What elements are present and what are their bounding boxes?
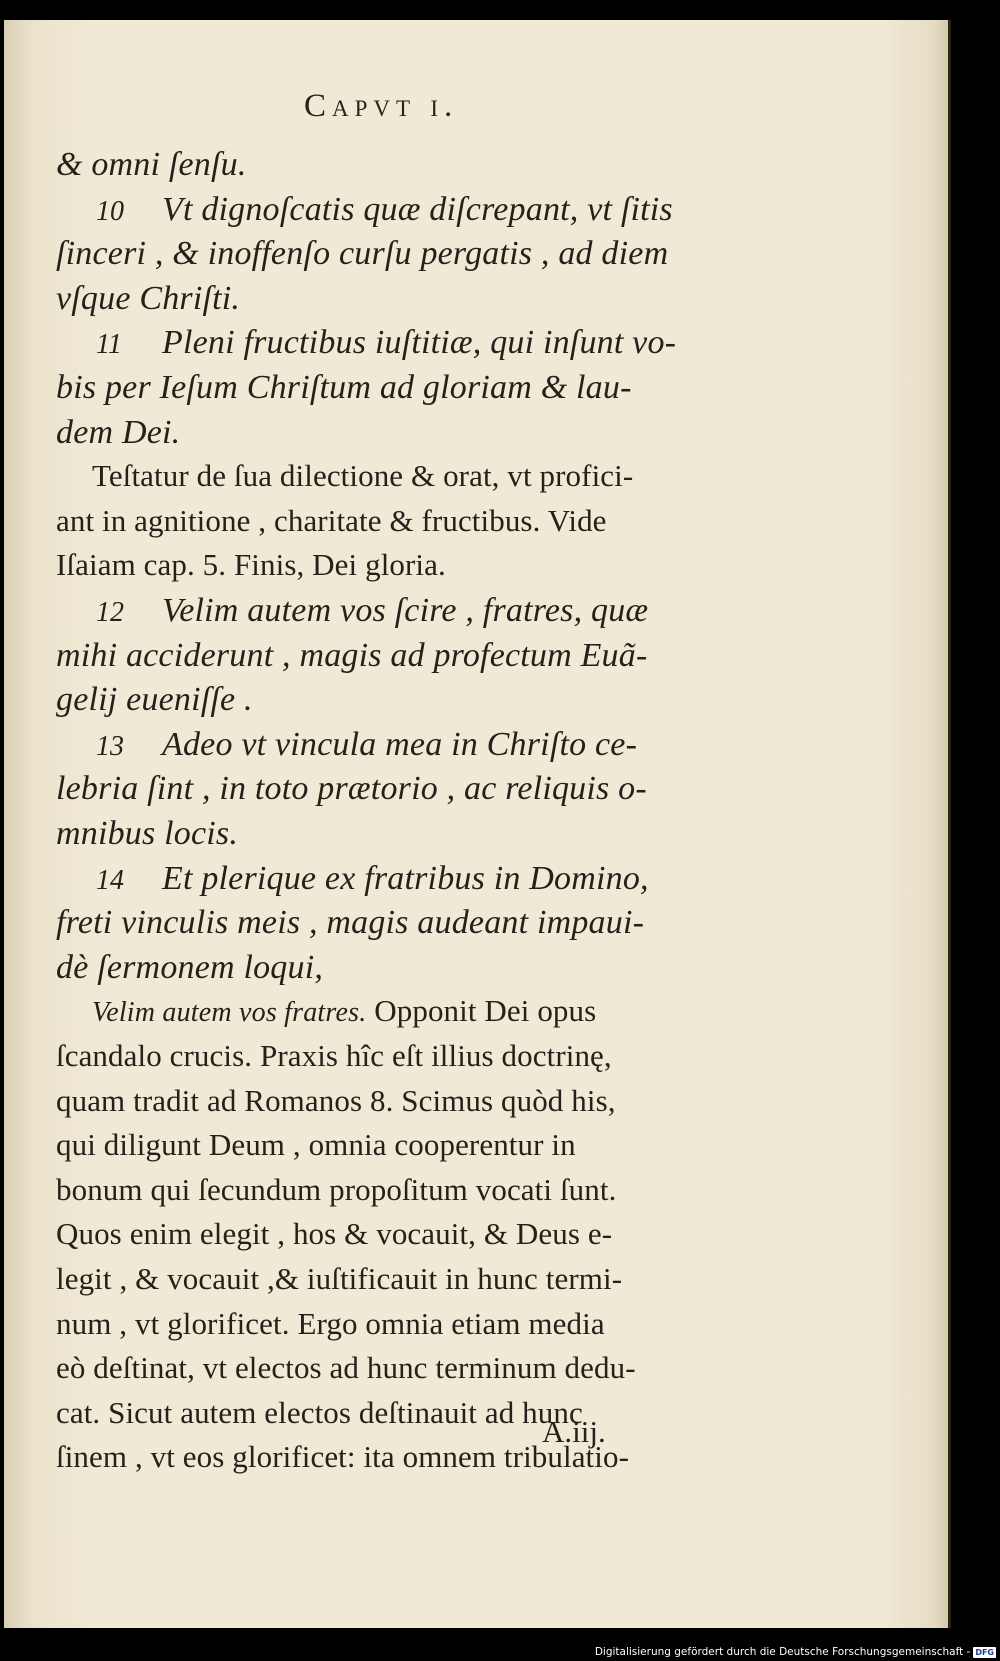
running-head: Capvt i. (304, 88, 459, 124)
line-text: Adeo vt vincula mea in Chriſto ce- (162, 725, 638, 763)
text-line (56, 503, 607, 539)
text-line (56, 1172, 616, 1208)
line-text: ant in agnitione , charitate & fructibus. Vide (56, 502, 607, 538)
line-text: cat. Sicut autem electos deſtinauit ad hunc (56, 1394, 583, 1430)
line-text: & omni ſenſu. (56, 146, 247, 183)
text-line (56, 949, 323, 987)
book-page (4, 20, 951, 1628)
line-text: dè ſermonem loqui, (56, 948, 324, 986)
text-line (56, 1127, 576, 1163)
text-line (56, 324, 676, 362)
text-line (56, 280, 240, 318)
text-line (56, 1216, 612, 1252)
text-line (56, 235, 668, 273)
text-line (56, 1083, 616, 1119)
line-text: dem Dei. (56, 413, 181, 451)
line-text: mnibus locis. (56, 815, 239, 852)
line-text: Vt dignoſcatis quæ diſcrepant, vt ſitis (162, 190, 673, 228)
text-line (56, 681, 253, 719)
verse-number: 10 (96, 195, 124, 227)
line-text: gelij eueniſſe . (56, 681, 253, 719)
line-text: mihi acciderunt , magis ad profectum Euã- (56, 636, 648, 674)
digitization-credit (595, 1646, 996, 1658)
line-text: eò deſtinat, vt electos ad hunc terminum dedu- (56, 1350, 636, 1386)
text-line (56, 414, 180, 452)
line-text: num , vt glorificet. Ergo omnia etiam media (56, 1305, 605, 1341)
text-line (56, 993, 596, 1029)
text-line (56, 1306, 605, 1342)
line-text: bonum qui ſecundum propoſitum vocati ſunt. (56, 1171, 617, 1207)
text-line (56, 637, 647, 675)
text-line (56, 547, 446, 583)
line-text: freti vinculis meis , magis audeant impaui- (56, 904, 645, 942)
text-line (56, 1350, 636, 1386)
line-text: ſinceri , & inoffenſo curſu pergatis , ad diem (56, 235, 669, 273)
text-line (56, 146, 247, 184)
line-text: lebria ſint , in toto prætorio , ac reliquis o- (56, 770, 647, 808)
text-line (56, 726, 637, 764)
text-line (56, 904, 644, 942)
text-line (56, 458, 633, 494)
text-line (56, 1261, 622, 1297)
verse-number: 13 (96, 730, 124, 762)
line-text: Teſtatur de ſua dilectione & orat, vt profici- (92, 458, 634, 494)
commentary-lemma: Velim autem vos fratres. (92, 997, 367, 1029)
text-line (56, 770, 647, 808)
line-text: legit , & vocauit ,& iuſtificauit in hunc termi- (56, 1261, 623, 1296)
text-line (56, 1395, 583, 1431)
line-text: Pleni fructibus iuſtitiæ, qui inſunt vo- (162, 324, 677, 362)
text-line (56, 1038, 612, 1074)
line-text: bis per Ieſum Chriſtum ad gloriam & lau- (56, 369, 632, 406)
line-text: Velim autem vos ſcire , fratres, quæ (162, 592, 649, 629)
signature-mark: A.iij. (542, 1414, 606, 1449)
text-line (56, 815, 238, 853)
credit-text: Digitalisierung gefördert durch die Deutsche Forschungsgemeinschaft - (594, 1646, 971, 1658)
verse-number: 12 (96, 597, 124, 628)
dfg-logo: DFG (975, 1647, 994, 1657)
verse-number: 14 (96, 864, 124, 896)
line-text: Iſaiam cap. 5. Finis, Dei gloria. (56, 547, 446, 583)
line-text: ſcandalo crucis. Praxis hîc eſt illius doctrinę, (56, 1038, 612, 1073)
line-text: qui diligunt Deum , omnia cooperentur in (56, 1127, 576, 1163)
line-text: quam tradit ad Romanos 8. Scimus quòd his, (56, 1082, 616, 1118)
text-line (56, 191, 673, 229)
text-line (56, 369, 632, 407)
line-text: Quos enim elegit , hos & vocauit, & Deus e- (56, 1216, 613, 1252)
line-text: Et plerique ex fratribus in Domino, (162, 859, 649, 897)
line-text: vſque Chriſti. (56, 279, 241, 317)
text-line (56, 860, 649, 898)
verse-number: 11 (96, 329, 122, 361)
line-text: Opponit Dei opus (366, 993, 597, 1029)
text-line (56, 592, 648, 630)
line-text: ſinem , vt eos glorificet: ita omnem tribulatio- (56, 1439, 630, 1475)
